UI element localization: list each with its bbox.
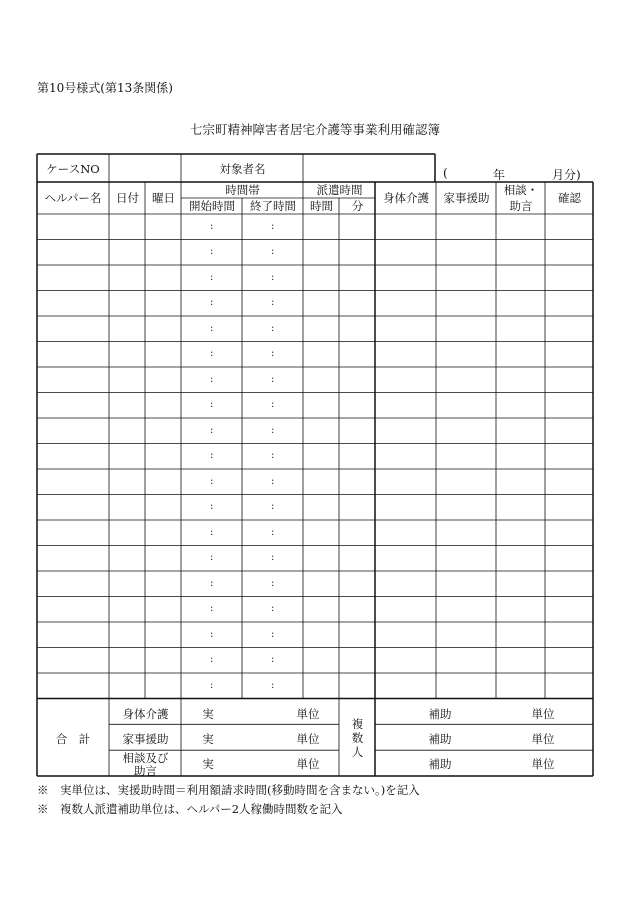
start-time-colon: : bbox=[210, 577, 214, 589]
start-time-colon: : bbox=[210, 552, 214, 564]
subject-name-label: 対象者名 bbox=[219, 162, 266, 176]
end-time-colon: : bbox=[271, 628, 275, 640]
end-time-colon: : bbox=[271, 220, 275, 232]
end-time-colon: : bbox=[271, 501, 275, 513]
totals-actual-housework: 実 bbox=[202, 732, 214, 746]
start-time-colon: : bbox=[210, 246, 214, 258]
col-end-time: 終了時間 bbox=[250, 199, 296, 213]
note-1: ※ 実単位は、実援助時間＝利用額請求時間(移動時間を含まない。)を記入 bbox=[37, 783, 420, 797]
end-time-colon: : bbox=[271, 603, 275, 615]
col-housework: 家事援助 bbox=[443, 191, 490, 205]
end-time-colon: : bbox=[271, 348, 275, 360]
end-time-colon: : bbox=[271, 322, 275, 334]
end-time-colon: : bbox=[271, 450, 275, 462]
col-consult-line1: 相談・ bbox=[503, 183, 539, 197]
totals-actual-consult: 実 bbox=[202, 757, 214, 771]
totals-assist-unit-2: 単位 bbox=[531, 732, 555, 746]
period-open: ( bbox=[443, 166, 448, 180]
totals-assist-unit-3: 単位 bbox=[531, 757, 555, 771]
end-time-colon: : bbox=[271, 399, 275, 411]
form-number: 第10号様式(第13条関係) bbox=[37, 81, 173, 95]
start-time-colon: : bbox=[210, 450, 214, 462]
case-no-label: ケースNO bbox=[46, 162, 100, 176]
col-helper-name: ヘルパー名 bbox=[44, 191, 102, 205]
multi-person-label-2: 数 bbox=[351, 731, 364, 745]
end-time-colon: : bbox=[271, 654, 275, 666]
start-time-colon: : bbox=[210, 424, 214, 436]
end-time-colon: : bbox=[271, 552, 275, 564]
start-time-colon: : bbox=[210, 679, 214, 691]
start-time-colon: : bbox=[210, 297, 214, 309]
end-time-colon: : bbox=[271, 373, 275, 385]
end-time-colon: : bbox=[271, 297, 275, 309]
col-minutes: 分 bbox=[351, 199, 364, 213]
totals-assist-3: 補助 bbox=[428, 757, 452, 771]
period-year-label: 年 bbox=[493, 168, 506, 182]
totals-type-housework: 家事援助 bbox=[122, 732, 169, 746]
end-time-colon: : bbox=[271, 679, 275, 691]
end-time-colon: : bbox=[271, 475, 275, 487]
col-confirm: 確認 bbox=[558, 191, 581, 205]
end-time-colon: : bbox=[271, 526, 275, 538]
start-time-colon: : bbox=[210, 373, 214, 385]
col-dispatch-time: 派遣時間 bbox=[316, 183, 363, 197]
start-time-colon: : bbox=[210, 628, 214, 640]
totals-actual-physical: 実 bbox=[202, 707, 214, 721]
end-time-colon: : bbox=[271, 577, 275, 589]
col-consult-line2: 助言 bbox=[509, 199, 533, 213]
col-time-band: 時間帯 bbox=[225, 183, 260, 197]
note-2: ※ 複数人派遣補助単位は、ヘルパー2人稼働時間数を記入 bbox=[37, 802, 343, 816]
totals-assist-1: 補助 bbox=[428, 707, 452, 721]
totals-unit-housework: 単位 bbox=[296, 732, 320, 746]
end-time-colon: : bbox=[271, 424, 275, 436]
start-time-colon: : bbox=[210, 654, 214, 666]
totals-type-consult-line2: 助言 bbox=[134, 764, 157, 778]
start-time-colon: : bbox=[210, 322, 214, 334]
start-time-colon: : bbox=[210, 348, 214, 360]
col-physical-care: 身体介護 bbox=[383, 191, 429, 205]
start-time-colon: : bbox=[210, 501, 214, 513]
start-time-colon: : bbox=[210, 603, 214, 615]
col-hours: 時間 bbox=[310, 199, 333, 213]
start-time-colon: : bbox=[210, 399, 214, 411]
col-date: 日付 bbox=[116, 191, 139, 205]
totals-unit-physical: 単位 bbox=[296, 707, 320, 721]
document-title: 七宗町精神障害者居宅介護等事業利用確認簿 bbox=[189, 122, 440, 137]
start-time-colon: : bbox=[210, 475, 214, 487]
period-month-label: 月分) bbox=[552, 168, 581, 182]
totals-assist-2: 補助 bbox=[428, 732, 452, 746]
col-start-time: 開始時間 bbox=[189, 199, 235, 213]
totals-label: 合 計 bbox=[55, 732, 91, 746]
multi-person-label-1: 複 bbox=[351, 717, 364, 731]
totals-type-physical: 身体介護 bbox=[122, 707, 169, 721]
start-time-colon: : bbox=[210, 271, 214, 283]
end-time-colon: : bbox=[271, 246, 275, 258]
col-weekday: 曜日 bbox=[152, 191, 175, 205]
multi-person-label-3: 人 bbox=[351, 745, 364, 759]
start-time-colon: : bbox=[210, 220, 214, 232]
totals-type-consult-line1: 相談及び bbox=[122, 751, 169, 765]
totals-assist-unit-1: 単位 bbox=[531, 707, 555, 721]
start-time-colon: : bbox=[210, 526, 214, 538]
totals-unit-consult: 単位 bbox=[296, 757, 320, 771]
end-time-colon: : bbox=[271, 271, 275, 283]
